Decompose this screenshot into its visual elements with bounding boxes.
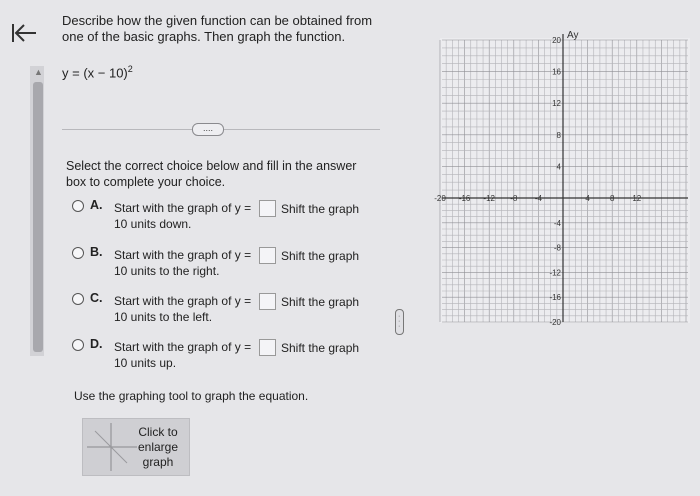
coordinate-grid[interactable]: [434, 28, 690, 328]
panel-resize-handle[interactable]: · · ·: [395, 309, 404, 335]
more-button[interactable]: ....: [192, 123, 224, 136]
enlarge-graph-button[interactable]: [82, 418, 190, 476]
radio-button[interactable]: [72, 200, 84, 212]
y-tick-label: 16: [552, 67, 561, 77]
y-tick-label: 8: [556, 130, 561, 140]
choice-d[interactable]: [72, 337, 382, 377]
choice-letter: A.: [90, 198, 103, 212]
answer-box[interactable]: [259, 247, 276, 264]
enlarge-label: Click to enlarge graph: [137, 425, 179, 469]
graph-thumbnail-icon: [83, 419, 143, 475]
x-tick-label: 12: [632, 194, 642, 203]
y-tick-label: -16: [549, 293, 561, 303]
choice-text: Start with the graph of y = 10 units to the right.: [114, 248, 252, 278]
grid-background: [440, 38, 690, 323]
shift-label: Shift the graph: [281, 295, 360, 309]
scrollbar-thumb[interactable]: [33, 82, 43, 352]
x-tick-label: -8: [510, 194, 518, 203]
y-tick-label: -20: [549, 318, 561, 327]
answer-box[interactable]: [259, 339, 276, 356]
choice-a[interactable]: [72, 198, 382, 238]
choice-instruction: Select the correct choice below and fill in the answer box to complete your choice.: [66, 159, 357, 189]
choice-b[interactable]: [72, 245, 382, 285]
answer-box[interactable]: [259, 293, 276, 310]
choice-c[interactable]: [72, 291, 382, 331]
choice-text: Start with the graph of y = 10 units down.: [114, 201, 252, 231]
shift-label: Shift the graph: [281, 341, 360, 355]
radio-button[interactable]: [72, 339, 84, 351]
x-tick-label: -4: [534, 194, 542, 203]
y-tick-label: 4: [556, 162, 561, 172]
y-tick-label: -4: [553, 218, 561, 228]
y-tick-label: 20: [552, 36, 561, 45]
x-tick-label: -16: [458, 194, 471, 203]
shift-label: Shift the graph: [281, 202, 360, 216]
x-tick-label: 4: [585, 194, 590, 203]
question-prompt: Describe how the given function can be obtained from one of the basic graphs. Then graph the function.: [62, 13, 373, 44]
choice-letter: C.: [90, 291, 103, 305]
graph-instruction: Use the graphing tool to graph the equation.: [74, 389, 309, 403]
x-tick-label: -12: [483, 194, 495, 203]
equation-exponent: 2: [127, 64, 133, 74]
answer-box[interactable]: [259, 200, 276, 217]
x-tick-label: 8: [609, 194, 615, 203]
radio-button[interactable]: [72, 247, 84, 259]
choice-letter: B.: [90, 245, 103, 259]
choice-letter: D.: [90, 337, 103, 351]
scroll-up-icon[interactable]: ▲: [34, 67, 43, 77]
y-tick-label: -8: [553, 243, 561, 253]
y-tick-label: -12: [549, 268, 561, 278]
equation-base: y = (x − 10): [62, 65, 128, 81]
radio-button[interactable]: [72, 293, 84, 305]
shift-label: Shift the graph: [281, 249, 360, 263]
x-tick-label: -20: [434, 194, 446, 203]
function-equation: [62, 64, 133, 80]
y-axis-label: Ay: [567, 30, 579, 41]
back-arrow-icon[interactable]: [6, 16, 40, 50]
choice-text: Start with the graph of y = 10 units up.: [114, 340, 252, 370]
choice-text: Start with the graph of y = 10 units to the left.: [114, 294, 252, 324]
y-tick-label: 12: [552, 99, 561, 109]
